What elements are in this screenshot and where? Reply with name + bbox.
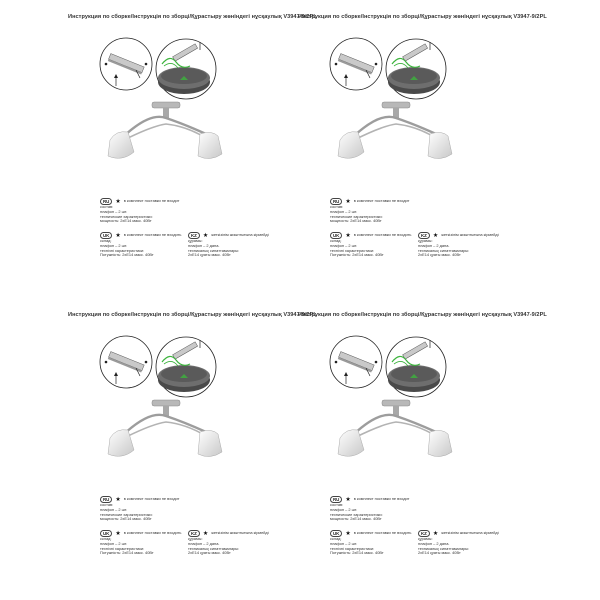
uk-line: склад:	[330, 238, 342, 244]
instruction-sheet-bottom-left	[68, 312, 317, 592]
uk-block	[100, 232, 181, 258]
kz-line: плафон – 2 дана.	[418, 242, 450, 248]
kz-line: 2xE14 қуаты макс. 40Вт	[188, 252, 231, 258]
kz-line: 2xE14 қуаты макс. 40Вт	[188, 550, 231, 556]
kz-line: плафон – 2 дана.	[188, 242, 220, 248]
ru-line: плафон – 2 шт.	[330, 506, 358, 512]
instruction-sheet-top-right	[298, 14, 547, 294]
uk-line: плафон – 2 шт.	[100, 540, 128, 546]
kz-block	[418, 530, 499, 556]
uk-line: технічні характеристики:	[330, 247, 375, 253]
ru-line: плафон – 2 шт.	[100, 506, 128, 512]
uk-block	[100, 530, 181, 556]
ru-badge: RU	[100, 496, 112, 503]
ru-line: плафон – 2 шт.	[330, 208, 358, 214]
ru-line: мощность: 2xE14 макс. 40Вт	[330, 218, 382, 224]
kz-line: техникалық сипаттамалары:	[418, 247, 470, 253]
kz-line: техникалық сипаттамалары:	[188, 545, 240, 551]
uk-line: плафон – 2 шт.	[100, 242, 128, 248]
star-icon: ★	[202, 232, 209, 239]
star-icon: ★	[432, 530, 439, 537]
uk-line: технічні характеристики:	[100, 247, 145, 253]
star-icon: ★	[115, 496, 121, 503]
ru-badge: RU	[100, 198, 112, 205]
uk-note: в комплект поставки не входить	[353, 232, 412, 238]
uk-badge: UK	[100, 232, 112, 239]
kz-block	[188, 530, 269, 556]
kz-note: жеткізілім жиынтығына кірмейді	[441, 530, 499, 536]
mounting-bracket-diagram	[96, 36, 156, 92]
uk-line: Потужність: 2xE14 макс. 40Вт	[100, 550, 154, 556]
wiring-diagram	[384, 334, 448, 400]
uk-line: склад:	[330, 536, 342, 542]
wiring-diagram	[154, 334, 218, 400]
uk-line: плафон – 2 шт.	[330, 242, 358, 248]
kz-note: жеткізілім жиынтығына кірмейді	[211, 530, 269, 536]
kz-badge: KZ	[418, 530, 430, 537]
ru-line: состав:	[100, 502, 114, 508]
mounting-bracket-diagram	[326, 36, 386, 92]
uk-note: в комплект поставки не входить	[123, 232, 182, 238]
uk-line: технічні характеристики:	[330, 545, 375, 551]
sheet-title: Инструкция по сборке/Інструкція по зборці/Құрастыру жөніндегі нұсқаулық V3947-9/2PL	[68, 14, 317, 20]
uk-line: Потужність: 2xE14 макс. 40Вт	[330, 252, 384, 258]
ru-block	[330, 198, 409, 224]
ru-line: мощность: 2xE14 макс. 40Вт	[330, 516, 382, 522]
instruction-sheet-bottom-right	[298, 312, 547, 592]
sheet-title: Инструкция по сборке/Інструкція по зборці/Құрастыру жөніндегі нұсқаулық V3947-9/2PL	[298, 14, 547, 20]
ru-line: состав:	[100, 204, 114, 210]
uk-line: плафон – 2 шт.	[330, 540, 358, 546]
ru-block	[100, 198, 179, 224]
ru-badge: RU	[330, 496, 342, 503]
star-icon: ★	[202, 530, 209, 537]
star-icon: ★	[345, 530, 351, 537]
kz-badge: KZ	[188, 232, 200, 239]
ru-badge: RU	[330, 198, 342, 205]
fixture-illustration	[100, 96, 230, 168]
kz-line: плафон – 2 дана.	[418, 540, 450, 546]
uk-line: склад:	[100, 536, 112, 542]
uk-note: в комплект поставки не входить	[353, 530, 412, 536]
kz-line: техникалық сипаттамалары:	[418, 545, 470, 551]
kz-line: құрамы:	[188, 238, 203, 244]
uk-line: технічні характеристики:	[100, 545, 145, 551]
star-icon: ★	[115, 530, 121, 537]
uk-line: Потужність: 2xE14 макс. 40Вт	[100, 252, 154, 258]
uk-block	[330, 530, 411, 556]
kz-note: жеткізілім жиынтығына кірмейді	[441, 232, 499, 238]
star-icon: ★	[115, 198, 121, 205]
kz-line: құрамы:	[418, 536, 433, 542]
ru-line: мощность: 2xE14 макс. 40Вт	[100, 516, 152, 522]
uk-badge: UK	[330, 530, 342, 537]
kz-block	[418, 232, 499, 258]
ru-line: плафон – 2 шт.	[100, 208, 128, 214]
ru-block	[100, 496, 179, 522]
wiring-diagram	[384, 36, 448, 102]
kz-line: құрамы:	[418, 238, 433, 244]
star-icon: ★	[432, 232, 439, 239]
uk-line: склад:	[100, 238, 112, 244]
kz-block	[188, 232, 269, 258]
ru-note: в комплект поставки не входит	[353, 496, 410, 502]
uk-badge: UK	[330, 232, 342, 239]
kz-line: техникалық сипаттамалары:	[188, 247, 240, 253]
kz-line: 2xE14 қуаты макс. 40Вт	[418, 252, 461, 258]
ru-line: технические характеристики:	[330, 213, 383, 219]
star-icon: ★	[115, 232, 121, 239]
star-icon: ★	[345, 198, 351, 205]
uk-note: в комплект поставки не входить	[123, 530, 182, 536]
fixture-illustration	[100, 394, 230, 466]
sheet-title: Инструкция по сборке/Інструкція по зборці/Құрастыру жөніндегі нұсқаулық V3947-9/2PL	[298, 312, 547, 318]
fixture-illustration	[330, 96, 460, 168]
ru-line: технические характеристики:	[330, 511, 383, 517]
ru-block	[330, 496, 409, 522]
ru-note: в комплект поставки не входит	[353, 198, 410, 204]
kz-badge: KZ	[418, 232, 430, 239]
wiring-diagram	[154, 36, 218, 102]
mounting-bracket-diagram	[96, 334, 156, 390]
ru-line: мощность: 2xE14 макс. 40Вт	[100, 218, 152, 224]
fixture-illustration	[330, 394, 460, 466]
ru-note: в комплект поставки не входит	[123, 198, 180, 204]
mounting-bracket-diagram	[326, 334, 386, 390]
ru-line: состав:	[330, 502, 344, 508]
instruction-sheet-top-left	[68, 14, 317, 294]
kz-line: 2xE14 қуаты макс. 40Вт	[418, 550, 461, 556]
star-icon: ★	[345, 496, 351, 503]
kz-note: жеткізілім жиынтығына кірмейді	[211, 232, 269, 238]
ru-note: в комплект поставки не входит	[123, 496, 180, 502]
sheet-title: Инструкция по сборке/Інструкція по зборці/Құрастыру жөніндегі нұсқаулық V3947-9/2PL	[68, 312, 317, 318]
uk-badge: UK	[100, 530, 112, 537]
ru-line: технические характеристики:	[100, 213, 153, 219]
kz-line: құрамы:	[188, 536, 203, 542]
kz-line: плафон – 2 дана.	[188, 540, 220, 546]
star-icon: ★	[345, 232, 351, 239]
uk-block	[330, 232, 411, 258]
ru-line: технические характеристики:	[100, 511, 153, 517]
kz-badge: KZ	[188, 530, 200, 537]
ru-line: состав:	[330, 204, 344, 210]
uk-line: Потужність: 2xE14 макс. 40Вт	[330, 550, 384, 556]
